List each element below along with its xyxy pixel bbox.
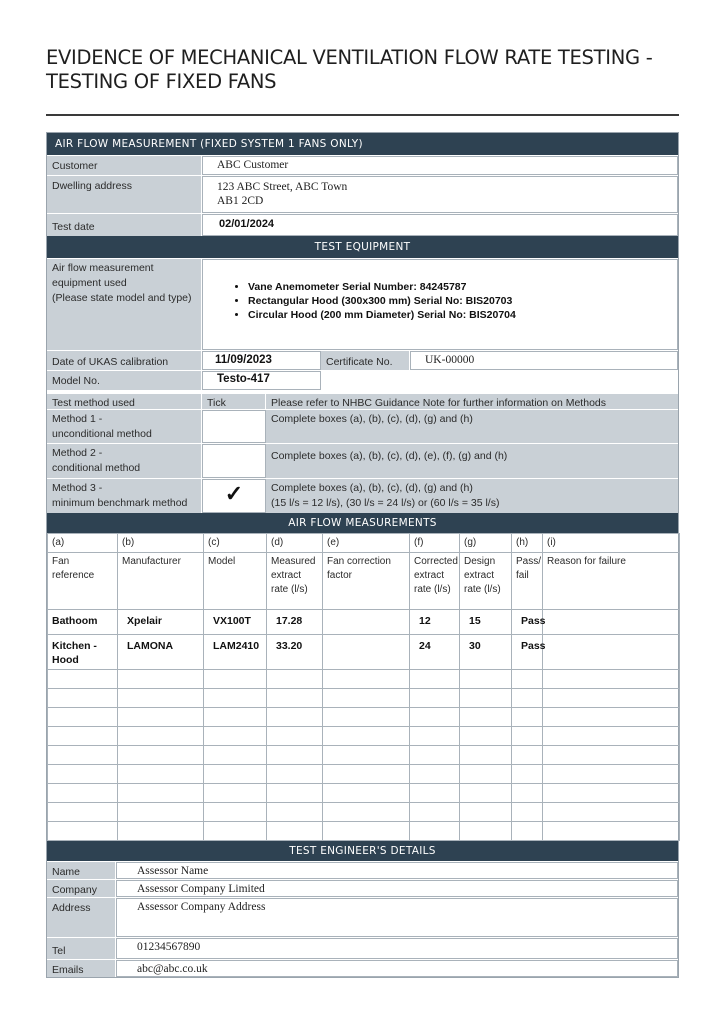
- table-cell[interactable]: [267, 746, 323, 765]
- table-cell[interactable]: [118, 727, 204, 746]
- customer-label: Customer: [47, 156, 202, 175]
- table-cell[interactable]: [48, 689, 118, 708]
- table-cell[interactable]: [410, 708, 460, 727]
- table-cell[interactable]: [460, 708, 512, 727]
- column-header-line: Corrected: [414, 556, 458, 567]
- column-header: [323, 553, 410, 610]
- column-header-line: Manufacturer: [122, 556, 181, 567]
- column-header-line: extract: [414, 570, 445, 581]
- methods-note: Please refer to NHBC Guidance Note for further information on Methods: [266, 394, 678, 409]
- equipment-label: [47, 259, 202, 350]
- column-header-line: Design: [464, 556, 496, 567]
- method-3-description: [266, 479, 678, 513]
- table-cell[interactable]: [410, 689, 460, 708]
- address-line-1: 123 ABC Street, ABC Town: [217, 181, 348, 193]
- table-cell[interactable]: [543, 765, 680, 784]
- column-header-line: Reason for failure: [547, 556, 626, 567]
- table-cell[interactable]: [460, 822, 512, 841]
- column-header-line: rate (l/s): [414, 584, 451, 595]
- engineer-email-field[interactable]: abc@abc.co.uk: [116, 960, 678, 977]
- table-cell[interactable]: [48, 765, 118, 784]
- table-cell[interactable]: [323, 610, 410, 635]
- column-letter: (h): [512, 534, 543, 553]
- table-cell[interactable]: 30: [460, 635, 512, 670]
- table-cell[interactable]: [460, 784, 512, 803]
- table-cell[interactable]: [204, 727, 267, 746]
- table-cell[interactable]: [543, 708, 680, 727]
- calibration-date-label: Date of UKAS calibration: [47, 351, 202, 370]
- table-cell[interactable]: [48, 822, 118, 841]
- test-date-field[interactable]: 02/01/2024: [202, 214, 678, 236]
- table-cell[interactable]: [48, 727, 118, 746]
- column-header-row: [48, 553, 680, 610]
- equipment-item: • Rectangular Hood (300x300 mm) Serial No: BIS20703: [248, 294, 677, 308]
- table-row: [48, 610, 680, 635]
- table-cell[interactable]: [410, 784, 460, 803]
- method-1-description: Complete boxes (a), (b), (c), (d), (g) and (h): [266, 410, 678, 443]
- column-header: [118, 553, 204, 610]
- engineer-address-label: Address: [47, 898, 116, 937]
- column-header-line: rate (l/s): [271, 584, 308, 595]
- table-cell[interactable]: [323, 670, 410, 689]
- table-cell[interactable]: [118, 689, 204, 708]
- table-cell[interactable]: [323, 727, 410, 746]
- column-header: [460, 553, 512, 610]
- column-header-line: Fan correction: [327, 556, 391, 567]
- table-cell[interactable]: [543, 727, 680, 746]
- table-cell[interactable]: [118, 784, 204, 803]
- table-cell[interactable]: [323, 822, 410, 841]
- table-cell[interactable]: [323, 803, 410, 822]
- table-cell[interactable]: [267, 670, 323, 689]
- table-cell[interactable]: [267, 784, 323, 803]
- method-1-title: Method 1 -: [52, 413, 103, 425]
- table-cell[interactable]: [204, 765, 267, 784]
- test-method-label: Test method used: [47, 394, 202, 409]
- page-title: EVIDENCE OF MECHANICAL VENTILATION FLOW RATE TESTING - TESTING OF FIXED FANS: [46, 46, 653, 93]
- table-row-empty: [48, 784, 680, 803]
- table-cell[interactable]: [543, 689, 680, 708]
- table-cell[interactable]: [543, 803, 680, 822]
- customer-field[interactable]: ABC Customer: [202, 156, 678, 175]
- table-cell[interactable]: [204, 803, 267, 822]
- ventilation-test-form: [46, 132, 679, 978]
- column-letter: (e): [323, 534, 410, 553]
- table-cell[interactable]: [460, 670, 512, 689]
- tick-column-label: Tick: [202, 394, 266, 409]
- title-divider: [46, 114, 679, 116]
- table-cell[interactable]: 12: [410, 610, 460, 635]
- table-cell[interactable]: VX100T: [204, 610, 267, 635]
- checkmark-icon: ✓: [224, 481, 244, 506]
- equipment-label-line-3: (Please state model and type): [52, 292, 192, 304]
- table-row-empty: [48, 727, 680, 746]
- table-cell[interactable]: Kitchen - Hood: [48, 635, 118, 670]
- equipment-item: • Circular Hood (200 mm Diameter) Serial No: BIS20704: [248, 308, 677, 322]
- engineer-tel-label: Tel: [47, 938, 116, 959]
- table-cell[interactable]: Pass: [512, 635, 543, 670]
- method-2-title: Method 2 -: [52, 447, 103, 459]
- table-row-empty: [48, 765, 680, 784]
- table-cell[interactable]: [118, 765, 204, 784]
- table-cell[interactable]: [410, 670, 460, 689]
- table-cell[interactable]: [410, 727, 460, 746]
- equipment-field[interactable]: [202, 259, 678, 350]
- table-cell[interactable]: [118, 670, 204, 689]
- column-letter-row: [48, 534, 680, 553]
- method-2-description: Complete boxes (a), (b), (c), (d), (e), (f), (g) and (h): [266, 444, 678, 478]
- column-header: [410, 553, 460, 610]
- table-cell[interactable]: [323, 765, 410, 784]
- equipment-label-line-2: equipment used: [52, 277, 127, 289]
- table-cell[interactable]: [512, 765, 543, 784]
- table-cell[interactable]: [512, 670, 543, 689]
- engineer-address-field[interactable]: Assessor Company Address: [116, 898, 678, 937]
- table-cell[interactable]: [512, 689, 543, 708]
- measurements-table: [47, 533, 680, 841]
- equipment-label-line-1: Air flow measurement: [52, 262, 154, 274]
- engineer-emails-label: Emails: [47, 960, 116, 977]
- method-2-subtitle: conditional method: [52, 462, 141, 474]
- table-cell[interactable]: [204, 822, 267, 841]
- section-header-airflow: AIR FLOW MEASUREMENT (FIXED SYSTEM 1 FANS ONLY): [47, 133, 678, 155]
- column-letter: (d): [267, 534, 323, 553]
- method-3-label: [47, 479, 202, 513]
- equipment-list: [203, 280, 677, 322]
- table-cell[interactable]: [118, 708, 204, 727]
- table-cell[interactable]: [267, 708, 323, 727]
- table-cell[interactable]: [267, 803, 323, 822]
- engineer-name-label: Name: [47, 862, 116, 879]
- table-row: [48, 635, 680, 670]
- column-header-line: factor: [327, 570, 353, 581]
- certificate-label: Certificate No.: [321, 351, 410, 370]
- engineer-name-field[interactable]: Assessor Name: [116, 862, 678, 879]
- table-cell[interactable]: [118, 822, 204, 841]
- table-cell[interactable]: [323, 689, 410, 708]
- method-2-checkbox[interactable]: [202, 444, 266, 478]
- dwelling-address-field[interactable]: [202, 176, 678, 213]
- table-cell[interactable]: [460, 727, 512, 746]
- table-row-empty: [48, 670, 680, 689]
- column-letter: (f): [410, 534, 460, 553]
- table-cell[interactable]: [267, 727, 323, 746]
- column-letter: (b): [118, 534, 204, 553]
- table-cell[interactable]: [204, 670, 267, 689]
- table-cell[interactable]: [543, 822, 680, 841]
- table-cell[interactable]: [204, 784, 267, 803]
- method-3-title: Method 3 -: [52, 482, 103, 494]
- table-cell[interactable]: [410, 803, 460, 822]
- column-letter: (g): [460, 534, 512, 553]
- table-cell[interactable]: [267, 765, 323, 784]
- engineer-tel-field[interactable]: 01234567890: [116, 938, 678, 959]
- column-header-line: extract: [464, 570, 495, 581]
- table-cell[interactable]: 24: [410, 635, 460, 670]
- method-1-checkbox[interactable]: [202, 410, 266, 443]
- table-cell[interactable]: [460, 689, 512, 708]
- table-cell[interactable]: [512, 803, 543, 822]
- column-header-line: Model: [208, 556, 236, 567]
- model-field[interactable]: Testo-417: [202, 371, 321, 390]
- table-cell[interactable]: [543, 610, 680, 635]
- section-header-measurements: AIR FLOW MEASUREMENTS: [47, 513, 678, 533]
- table-cell[interactable]: [512, 708, 543, 727]
- table-cell[interactable]: [512, 746, 543, 765]
- column-letter: (a): [48, 534, 118, 553]
- column-header: [48, 553, 118, 610]
- table-cell[interactable]: [48, 784, 118, 803]
- method-1-subtitle: unconditional method: [52, 428, 152, 440]
- section-header-equipment: TEST EQUIPMENT: [47, 236, 678, 258]
- column-header: [267, 553, 323, 610]
- table-cell[interactable]: [512, 784, 543, 803]
- certificate-field[interactable]: UK-00000: [410, 351, 678, 370]
- column-header-line: Pass/: [516, 556, 542, 567]
- column-header-line: Fan reference: [52, 556, 95, 581]
- calibration-date-field[interactable]: 11/09/2023: [202, 351, 321, 370]
- table-cell[interactable]: [48, 803, 118, 822]
- table-cell[interactable]: [512, 727, 543, 746]
- method-3-description-line-2: (15 l/s = 12 l/s), (30 l/s = 24 l/s) or (60 l/s = 35 l/s): [271, 497, 500, 509]
- table-cell[interactable]: [323, 708, 410, 727]
- column-header-line: extract: [271, 570, 302, 581]
- test-date-label: Test date: [47, 214, 202, 236]
- table-cell[interactable]: [460, 803, 512, 822]
- table-cell[interactable]: [48, 708, 118, 727]
- table-cell[interactable]: [267, 689, 323, 708]
- table-cell[interactable]: [323, 746, 410, 765]
- table-row-empty: [48, 822, 680, 841]
- column-letter: (c): [204, 534, 267, 553]
- method-3-subtitle: minimum benchmark method: [52, 497, 188, 509]
- table-cell[interactable]: [267, 822, 323, 841]
- column-header-line: Measured: [271, 556, 316, 567]
- table-cell[interactable]: [410, 746, 460, 765]
- table-cell[interactable]: [543, 670, 680, 689]
- dwelling-address-label: Dwelling address: [47, 176, 202, 213]
- table-cell[interactable]: [323, 784, 410, 803]
- table-row-empty: [48, 708, 680, 727]
- table-cell[interactable]: [460, 746, 512, 765]
- table-cell[interactable]: [410, 765, 460, 784]
- table-cell[interactable]: [460, 765, 512, 784]
- engineer-company-field[interactable]: Assessor Company Limited: [116, 880, 678, 897]
- table-cell[interactable]: [323, 635, 410, 670]
- table-cell[interactable]: [512, 822, 543, 841]
- column-header: [543, 553, 680, 610]
- column-letter: (i): [543, 534, 680, 553]
- column-header: [204, 553, 267, 610]
- method-1-label: [47, 410, 202, 443]
- table-cell[interactable]: [48, 670, 118, 689]
- table-cell[interactable]: 33.20: [267, 635, 323, 670]
- column-header: [512, 553, 543, 610]
- table-cell[interactable]: LAM2410: [204, 635, 267, 670]
- method-3-description-line-1: Complete boxes (a), (b), (c), (d), (g) and (h): [271, 482, 473, 494]
- table-cell[interactable]: [204, 746, 267, 765]
- method-3-checkbox[interactable]: [202, 479, 266, 513]
- table-cell[interactable]: [48, 746, 118, 765]
- table-cell[interactable]: [543, 746, 680, 765]
- table-row-empty: [48, 803, 680, 822]
- table-cell[interactable]: Pass: [512, 610, 543, 635]
- address-line-2: AB1 2CD: [217, 195, 264, 207]
- model-label: Model No.: [47, 371, 202, 390]
- column-header-line: fail: [516, 570, 529, 581]
- model-spacer: [321, 371, 678, 390]
- section-header-engineer: TEST ENGINEER'S DETAILS: [47, 841, 678, 861]
- table-cell[interactable]: 15: [460, 610, 512, 635]
- table-cell[interactable]: [543, 784, 680, 803]
- table-row-empty: [48, 689, 680, 708]
- table-cell[interactable]: [410, 822, 460, 841]
- table-cell[interactable]: [543, 635, 680, 670]
- table-cell[interactable]: [204, 708, 267, 727]
- column-header-line: rate (l/s): [464, 584, 501, 595]
- table-cell[interactable]: [204, 689, 267, 708]
- table-cell[interactable]: Bathoom: [48, 610, 118, 635]
- table-cell[interactable]: 17.28: [267, 610, 323, 635]
- table-cell[interactable]: LAMONA: [118, 635, 204, 670]
- method-2-label: [47, 444, 202, 478]
- table-cell[interactable]: [118, 803, 204, 822]
- engineer-company-label: Company: [47, 880, 116, 897]
- table-cell[interactable]: Xpelair: [118, 610, 204, 635]
- table-row-empty: [48, 746, 680, 765]
- equipment-item: • Vane Anemometer Serial Number: 84245787: [248, 280, 677, 294]
- table-cell[interactable]: [118, 746, 204, 765]
